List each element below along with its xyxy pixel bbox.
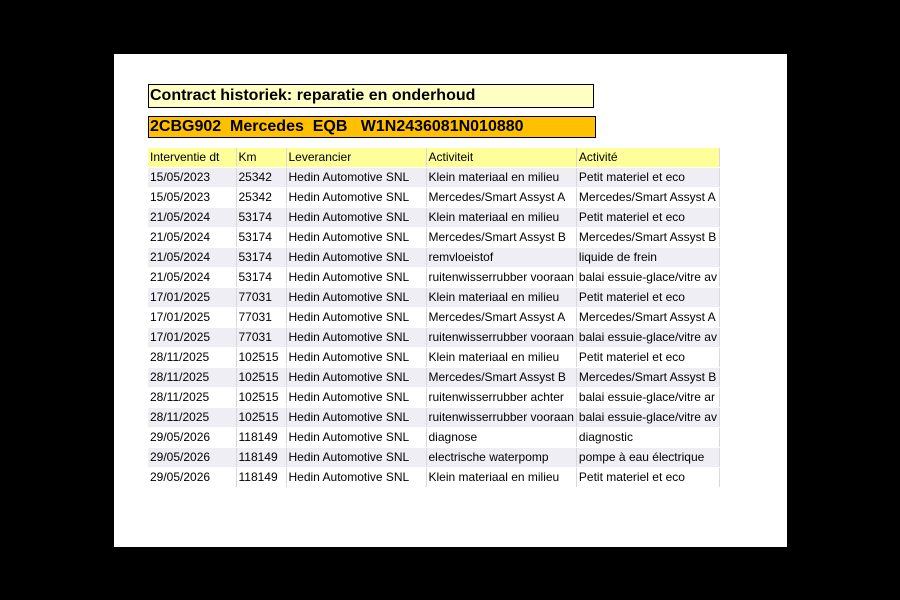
cell-km: 53174	[236, 208, 286, 228]
cell-km: 53174	[236, 228, 286, 248]
cell-km: 25342	[236, 188, 286, 208]
cell-activity-fr: liquide de frein	[576, 248, 719, 268]
cell-date: 29/05/2026	[148, 468, 236, 488]
cell-km: 102515	[236, 388, 286, 408]
cell-date: 21/05/2024	[148, 208, 236, 228]
cell-activity-nl: Klein materiaal en milieu	[426, 288, 576, 308]
cell-supplier: Hedin Automotive SNL	[286, 288, 426, 308]
table-row	[148, 308, 719, 328]
cell-activity-fr: Mercedes/Smart Assyst A	[576, 308, 719, 328]
cell-activity-nl: ruitenwisserrubber vooraan	[426, 268, 576, 288]
column-header-activity-nl: Activiteit	[426, 148, 576, 168]
cell-activity-nl: ruitenwisserrubber achter	[426, 388, 576, 408]
cell-activity-fr: balai essuie-glace/vitre av	[576, 328, 719, 348]
cell-date: 15/05/2023	[148, 188, 236, 208]
cell-activity-fr: Petit materiel et eco	[576, 288, 719, 308]
cell-date: 28/11/2025	[148, 368, 236, 388]
cell-activity-fr: Petit materiel et eco	[576, 468, 719, 488]
column-header-date: Interventie dt	[148, 148, 236, 168]
cell-supplier: Hedin Automotive SNL	[286, 188, 426, 208]
table-row	[148, 208, 719, 228]
cell-date: 17/01/2025	[148, 288, 236, 308]
cell-activity-nl: Klein materiaal en milieu	[426, 348, 576, 368]
cell-supplier: Hedin Automotive SNL	[286, 408, 426, 428]
cell-date: 28/11/2025	[148, 348, 236, 368]
cell-activity-fr: balai essuie-glace/vitre av	[576, 408, 719, 428]
column-header-km: Km	[236, 148, 286, 168]
cell-date: 21/05/2024	[148, 228, 236, 248]
table-header-row	[148, 148, 719, 168]
cell-activity-fr: Mercedes/Smart Assyst B	[576, 228, 719, 248]
cell-activity-nl: Klein materiaal en milieu	[426, 208, 576, 228]
table-row	[148, 328, 719, 348]
table-row	[148, 408, 719, 428]
table-row	[148, 268, 719, 288]
cell-supplier: Hedin Automotive SNL	[286, 268, 426, 288]
cell-activity-nl: diagnose	[426, 428, 576, 448]
cell-km: 77031	[236, 308, 286, 328]
column-header-supplier: Leverancier	[286, 148, 426, 168]
cell-km: 77031	[236, 328, 286, 348]
cell-supplier: Hedin Automotive SNL	[286, 328, 426, 348]
cell-activity-nl: ruitenwisserrubber vooraan	[426, 328, 576, 348]
table-row	[148, 368, 719, 388]
cell-activity-fr: Petit materiel et eco	[576, 168, 719, 188]
cell-km: 118149	[236, 468, 286, 488]
table-row	[148, 168, 719, 188]
cell-supplier: Hedin Automotive SNL	[286, 228, 426, 248]
cell-activity-fr: Mercedes/Smart Assyst B	[576, 368, 719, 388]
cell-activity-nl: Klein materiaal en milieu	[426, 168, 576, 188]
cell-supplier: Hedin Automotive SNL	[286, 348, 426, 368]
cell-supplier: Hedin Automotive SNL	[286, 448, 426, 468]
column-header-activity-fr: Activité	[576, 148, 719, 168]
table-row	[148, 468, 719, 488]
cell-supplier: Hedin Automotive SNL	[286, 388, 426, 408]
cell-activity-fr: Petit materiel et eco	[576, 208, 719, 228]
document-sheet	[114, 54, 787, 547]
vehicle-info: 2CBG902 Mercedes EQB W1N2436081N010880	[148, 116, 596, 138]
cell-km: 102515	[236, 408, 286, 428]
cell-activity-fr: Petit materiel et eco	[576, 348, 719, 368]
cell-date: 15/05/2023	[148, 168, 236, 188]
cell-activity-nl: Mercedes/Smart Assyst B	[426, 368, 576, 388]
cell-date: 29/05/2026	[148, 428, 236, 448]
cell-activity-fr: pompe à eau électrique	[576, 448, 719, 468]
history-table	[148, 148, 720, 488]
cell-km: 53174	[236, 248, 286, 268]
cell-activity-nl: ruitenwisserrubber vooraan	[426, 408, 576, 428]
cell-supplier: Hedin Automotive SNL	[286, 208, 426, 228]
table-row	[148, 288, 719, 308]
cell-date: 17/01/2025	[148, 308, 236, 328]
table-row	[148, 228, 719, 248]
cell-km: 102515	[236, 348, 286, 368]
cell-supplier: Hedin Automotive SNL	[286, 308, 426, 328]
table-row	[148, 448, 719, 468]
table-row	[148, 248, 719, 268]
table-row	[148, 348, 719, 368]
cell-activity-nl: Mercedes/Smart Assyst A	[426, 308, 576, 328]
cell-activity-fr: balai essuie-glace/vitre av	[576, 268, 719, 288]
cell-activity-fr: Mercedes/Smart Assyst A	[576, 188, 719, 208]
cell-km: 77031	[236, 288, 286, 308]
cell-activity-nl: Klein materiaal en milieu	[426, 468, 576, 488]
cell-km: 118149	[236, 448, 286, 468]
table-row	[148, 188, 719, 208]
cell-activity-nl: Mercedes/Smart Assyst A	[426, 188, 576, 208]
cell-km: 118149	[236, 428, 286, 448]
cell-supplier: Hedin Automotive SNL	[286, 368, 426, 388]
cell-supplier: Hedin Automotive SNL	[286, 168, 426, 188]
cell-km: 53174	[236, 268, 286, 288]
contract-title: Contract historiek: reparatie en onderhoud	[148, 84, 594, 108]
cell-supplier: Hedin Automotive SNL	[286, 468, 426, 488]
cell-activity-fr: diagnostic	[576, 428, 719, 448]
table-row	[148, 428, 719, 448]
cell-date: 28/11/2025	[148, 388, 236, 408]
cell-date: 28/11/2025	[148, 408, 236, 428]
cell-activity-nl: electrische waterpomp	[426, 448, 576, 468]
cell-date: 29/05/2026	[148, 448, 236, 468]
cell-date: 21/05/2024	[148, 268, 236, 288]
cell-km: 102515	[236, 368, 286, 388]
cell-activity-nl: remvloeistof	[426, 248, 576, 268]
cell-activity-fr: balai essuie-glace/vitre ar	[576, 388, 719, 408]
cell-date: 21/05/2024	[148, 248, 236, 268]
cell-supplier: Hedin Automotive SNL	[286, 248, 426, 268]
table-row	[148, 388, 719, 408]
cell-km: 25342	[236, 168, 286, 188]
cell-supplier: Hedin Automotive SNL	[286, 428, 426, 448]
cell-date: 17/01/2025	[148, 328, 236, 348]
cell-activity-nl: Mercedes/Smart Assyst B	[426, 228, 576, 248]
